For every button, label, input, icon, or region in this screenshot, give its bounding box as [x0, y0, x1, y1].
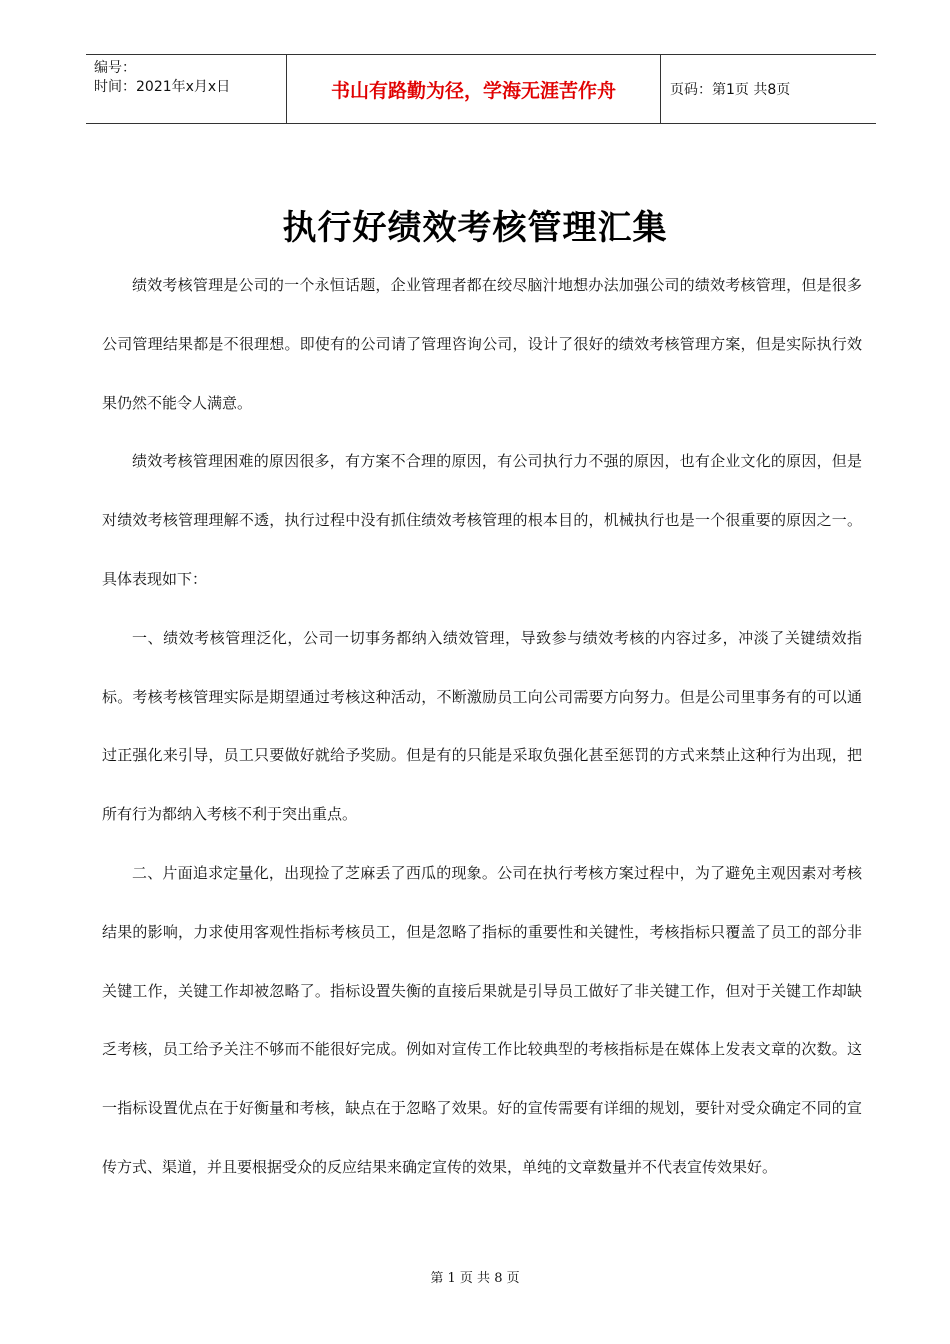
paragraph: 绩效考核管理是公司的一个永恒话题，企业管理者都在绞尽脑汁地想办法加强公司的绩效考核管理，但是很多公司管理结果都是不很理想。即使有的公司请了管理咨询公司，设计了很好的绩效考核管理方案，但是实际执行效果仍然不能令人满意。 [102, 276, 862, 412]
paragraph: 绩效考核管理困难的原因很多，有方案不合理的原因，有公司执行力不强的原因，也有企业文化的原因，但是对绩效考核管理理解不透，执行过程中没有抓住绩效考核管理的根本目的，机械执行也是一个很重要的原因之一。具体表现如下： [102, 452, 862, 588]
header-meta [94, 59, 230, 97]
header-page-info: 页码：第1页 共8页 [670, 82, 791, 98]
paragraph: 二、片面追求定量化，出现捡了芝麻丢了西瓜的现象。公司在执行考核方案过程中，为了避免主观因素对考核结果的影响，力求使用客观性指标考核员工，但是忽略了指标的重要性和关键性，考核指标只覆盖了员工的部分非关键工作，关键工作却被忽略了。指标设置失衡的直接后果就是引导员工做好了非关键工作，但对于关键工作却缺乏考核，员工给予关注不够而不能很好完成。例如对宣传工作比较典型的考核指标是在媒体上发表文章的次数。这一指标设置优点在于好衡量和考核，缺点在于忽略了效果。好的宣传需要有详细的规划，要针对受众确定不同的宣传方式、渠道，并且要根据受众的反应结果来确定宣传的效果，单纯的文章数量并不代表宣传效果好。 [102, 863, 862, 1176]
document-body [102, 256, 862, 1197]
document-number-label: 编号： [94, 60, 136, 76]
paragraph: 一、绩效考核管理泛化，公司一切事务都纳入绩效管理，导致参与绩效考核的内容过多，冲淡了关键绩效指标。考核考核管理实际是期望通过考核这种活动，不断激励员工向公司需要方向努力。但是公司里事务有的可以通过正强化来引导，员工只要做好就给予奖励。但是有的只能是采取负强化甚至惩罚的方式来禁止这种行为出现，把所有行为都纳入考核不利于突出重点。 [102, 628, 862, 824]
header-motto: 书山有路勤为径，学海无涯苦作舟 [286, 55, 661, 123]
page-footer: 第 1 页 共 8 页 [430, 1271, 520, 1286]
document-time-label: 时间：2021年x月x日 [94, 79, 231, 95]
document-title: 执行好绩效考核管理汇集 [282, 208, 668, 248]
document-header [86, 54, 876, 124]
